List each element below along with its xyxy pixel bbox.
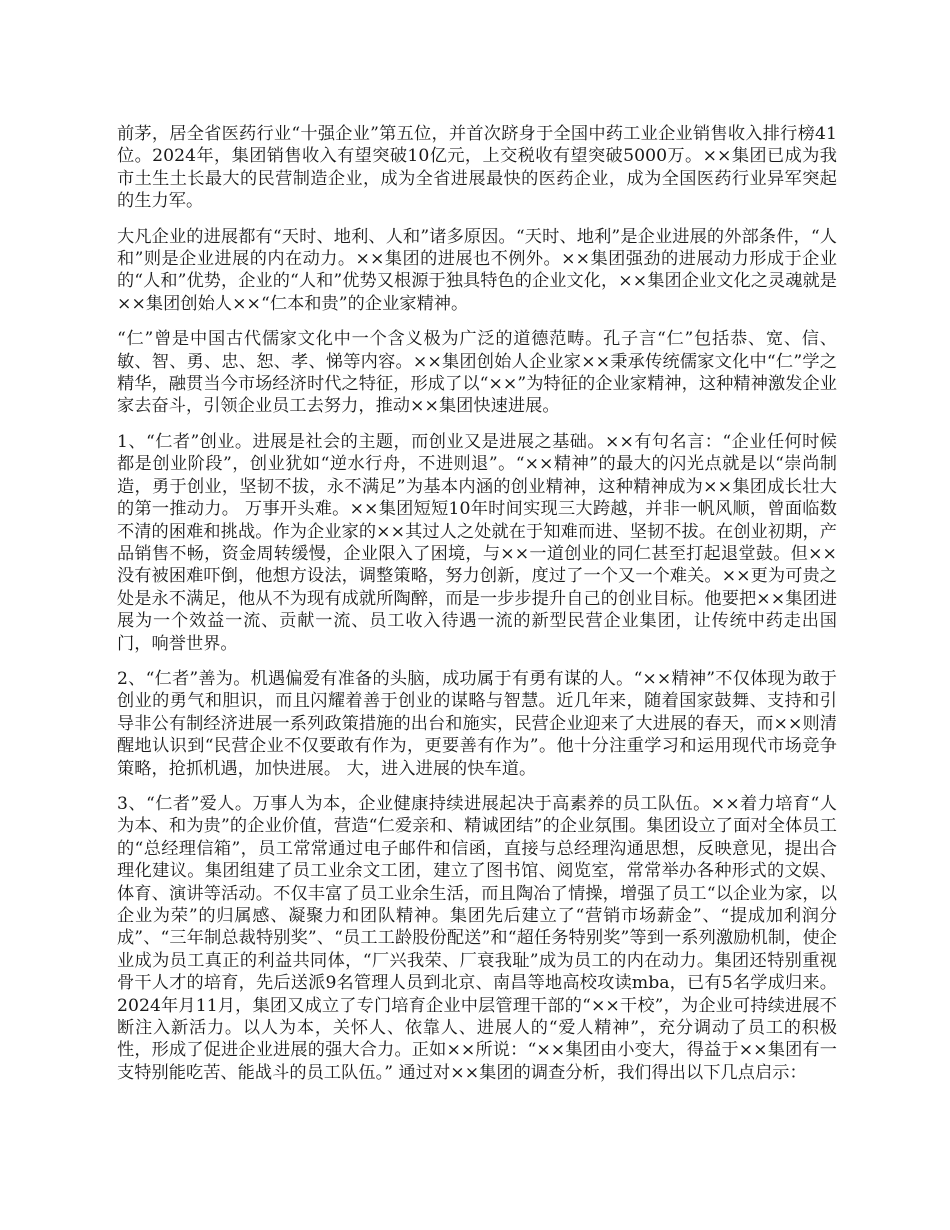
paragraph-company-ranking: 前茅，居全省医药行业“十强企业”第五位，并首次跻身于全国中药工业企业销售收入排行榜41位。2024年，集团销售收入有望突破10亿元，上交税收有望突破5000万。××集团已成为我市土生土长最大的民营制造企业，成为全省进展最快的医药企业，成为全国医药行业异军突起的生力军。 — [117, 124, 837, 212]
paragraph-ren-love-people: 3、“仁者”爱人。万事人为本，企业健康持续进展起决于高素养的员工队伍。××着力培育“人为本、和为贵”的企业价值，营造“仁爱亲和、精诚团结”的企业氛围。集团设立了面对全体员工的“总经理信箱”，员工常常通过电子邮件和信函，直接与总经理沟通思想，反映意见，提出合理化建议。集团组建了员工业余文工团，建立了图书馆、阅览室，常常举办各种形式的文娱、体育、演讲等活动。不仅丰富了员工业余生活，而且陶冶了情操，增强了员工“以企业为家，以企业为荣”的归属感、凝聚力和团队精神。集团先后建立了“营销市场薪金”、“提成加利润分成”、“三年制总裁特别奖”、“员工工龄股份配送”和“超任务特别奖”等到一系列激励机制，使企业成为员工真正的利益共同体，“厂兴我荣、厂衰我耻”成为员工的内在动力。集团还特别重视骨干人才的培育，先后送派9名管理人员到北京、南昌等地高校攻读mba，已有5名学成归来。2024年月11月，集团又成立了专门培育企业中层管理干部的“××干校”，为企业可持续进展不断注入新活力。以人为本，关怀人、依靠人、进展人的“爱人精神”，充分调动了员工的积极性，形成了促进企业进展的强大合力。正如××所说：“××集团由小变大，得益于××集团有一支特别能吃苦、能战斗的员工队伍。” 通过对××集团的调查分析，我们得出以下几点启示： — [117, 793, 837, 1083]
paragraph-ren-good-action: 2、“仁者”善为。机遇偏爱有准备的头脑，成功属于有勇有谋的人。“××精神”不仅体现为敢于创业的勇气和胆识，而且闪耀着善于创业的谋略与智慧。近几年来，随着国家鼓舞、支持和引导非公有制经济进展一系列政策措施的出台和施实，民营企业迎来了大进展的春天，而××则清醒地认识到“民营企业不仅要敢有作为，更要善有作为”。他十分注重学习和运用现代市场竞争策略，抢抓机遇，加快进展。 大，进入进展的快车道。 — [117, 668, 837, 779]
paragraph-ren-concept: “仁”曾是中国古代儒家文化中一个含义极为广泛的道德范畴。孔子言“仁”包括恭、宽、信、敏、智、勇、忠、恕、孝、悌等内容。××集团创始人企业家××秉承传统儒家文化中“仁”学之精华，融贯当今市场经济时代之特征，形成了以“××”为特征的企业家精神，这种精神激发企业家去奋斗，引领企业员工去努力，推动××集团快速进展。 — [117, 329, 837, 417]
document-body — [117, 123, 837, 1097]
paragraph-ren-entrepreneurship: 1、“仁者”创业。进展是社会的主题，而创业又是进展之基础。××有句名言：“企业任何时候都是创业阶段”，创业犹如“逆水行舟，不进则退”。“××精神”的最大的闪光点就是以“崇尚制造，勇于创业，坚韧不拔，永不满足”为基本内涵的创业精神，这种精神成为××集团成长壮大的第一推动力。 万事开头难。××集团短短10年时间实现三大跨越，并非一帆风顺，曾面临数不清的困难和挑战。作为企业家的××其过人之处就在于知难而进、坚韧不拔。在创业初期，产品销售不畅，资金周转缓慢，企业限入了困境，与××一道创业的同仁甚至打起退堂鼓。但××没有被困难吓倒，他想方设法，调整策略，努力创新，度过了一个又一个难关。××更为可贵之处是永不满足，他从不为现有成就所陶醉，而是一步步提升自己的创业目标。他要把××集团进展为一个效益一流、贡献一流、员工收入待遇一流的新型民营企业集团，让传统中药走出国门，响誉世界。 — [117, 431, 837, 654]
paragraph-development-factors: 大凡企业的进展都有“天时、地利、人和”诸多原因。“天时、地利”是企业进展的外部条件，“人和”则是企业进展的内在动力。××集团的进展也不例外。××集团强劲的进展动力形成于企业的“人和”优势，企业的“人和”优势又根源于独具特色的企业文化，××集团企业文化之灵魂就是××集团创始人××“仁本和贵”的企业家精神。 — [117, 226, 837, 314]
